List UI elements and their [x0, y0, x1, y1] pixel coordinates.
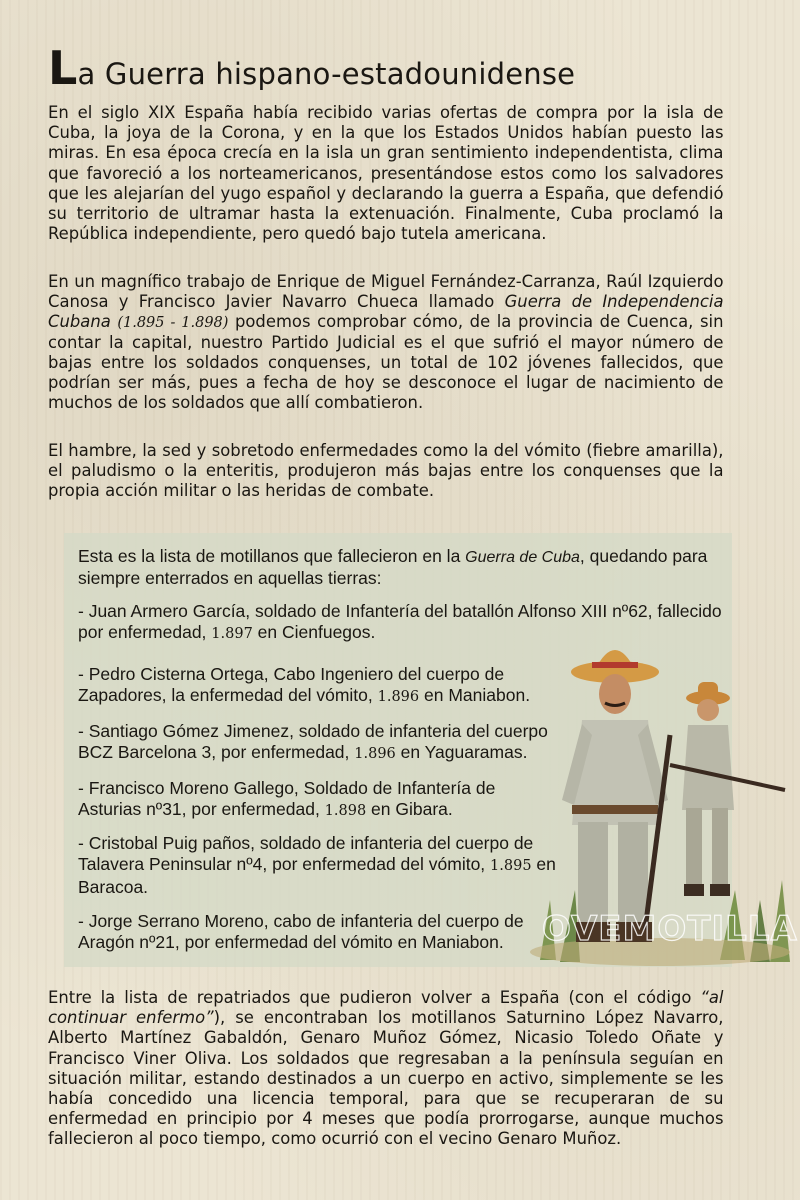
entry-text: - Francisco Moreno Gallego, Soldado de Infantería de Asturias nº31, por enfermedad, [78, 778, 496, 819]
soldier-foreground [562, 650, 670, 942]
paragraph-study [48, 272, 724, 413]
p2-years: (1.895 - 1.898) [117, 313, 229, 332]
list-item [78, 833, 558, 898]
intro-war-name: Guerra de Cuba [465, 549, 580, 566]
soldier-background [670, 682, 785, 896]
page-title [48, 41, 576, 95]
drop-cap: L [48, 41, 78, 95]
watermark: OVEMOTILLA [542, 909, 798, 949]
entry-year: 1.898 [324, 803, 367, 819]
list-item [78, 664, 558, 708]
entry-text: - Pedro Cisterna Ortega, Cabo Ingeniero del cuerpo de Zapadores, la enfermedad del vómito, [78, 664, 505, 705]
p4-before: Entre la lista de repatriados que pudieron volver a España (con el código [48, 988, 701, 1008]
list-item [78, 911, 558, 953]
entry-place: en Baracoa. [78, 854, 556, 897]
p4-after: ), se encontraban los motillanos Saturnino López Navarro, Alberto Martínez Gabaldón, Genaro Muñoz Gómez, Nicasio Toledo Oñate y Francisco Viner Oliva. Los soldados que regresaban a la península seguían en situación militar, estando destinados a un cuerpo en activo, simplemente se les había concedido una licencia temporal, para que se recuperaran de su enfermedad en principio por 4 meses que podía prorrogarse, aunque muchos fallecieron al poco tiempo, como ocurrió con el vecino Genaro Muñoz. [48, 1008, 724, 1150]
p2-work-title: Guerra de Independencia Cubana [48, 292, 724, 333]
p2-before: En un magnífico trabajo de Enrique de Miguel Fernández-Carranza, Raúl Izquierdo Canosa y Francisco Javier Navarro Chueca llamado [48, 272, 724, 313]
entry-text: - Jorge Serrano Moreno, cabo de infanteria del cuerpo de Aragón nº21, por enfermedad del vómito en Maniabon. [78, 911, 524, 952]
entry-year: 1.896 [354, 746, 396, 762]
title-rest: a Guerra hispano-estadounidense [77, 57, 576, 91]
entry-text: - Santiago Gómez Jimenez, soldado de infanteria del cuerpo BCZ Barcelona 3, por enfermedad, [78, 721, 548, 762]
soldiers-illustration [520, 600, 800, 980]
entry-text: - Juan Armero García, soldado de Infantería del batallón Alfonso XIII nº62, fallecido por enfermedad, [78, 601, 722, 642]
intro-after: , quedando para siempre enterrados en aquellas tierras: [78, 546, 708, 588]
entry-year: 1.897 [211, 626, 253, 642]
p2-after: podemos comprobar cómo, de la provincia de Cuenca, sin contar la capital, nuestro Partido Judicial es el que sufrió el mayor número de bajas entre los soldados conquenses, un total de 102 jóvenes fallecidos, que podrían ser más, pues a fecha de hoy se desconoce el lugar de nacimiento de muchos de los soldados que allí combatieron. [48, 312, 724, 414]
p4-code: “al continuar enfermo” [48, 988, 724, 1029]
intro-before: Esta es la lista de motillanos que fallecieron en la [78, 546, 466, 566]
casualty-list-intro [78, 546, 738, 589]
paragraph-disease: El hambre, la sed y sobretodo enfermedades como la del vómito (fiebre amarilla), el paludismo o la enteritis, produjeron más bajas entre los conquenses que la propia acción militar o las heridas de combate. [48, 441, 724, 502]
list-item [78, 721, 568, 765]
paragraph-repatriated [48, 988, 724, 1150]
list-item [78, 778, 558, 822]
entry-text: - Cristobal Puig paños, soldado de infanteria del cuerpo de Talavera Peninsular nº4, por enfermedad del vómito, [78, 833, 534, 874]
entry-place: en Gibara. [366, 799, 453, 819]
paragraph-intro: En el siglo XIX España había recibido varias ofertas de compra por la isla de Cuba, la joya de la Corona, y en la que los Estados Unidos habían puesto las miras. En esa época crecía en la isla un gran sentimiento independentista, clima que favoreció a los norteamericanos, presentándose estos como los salvadores que les alejarían del yugo español y declarando la guerra a España, que defendió su territorio de ultramar hasta la extenuación. Finalmente, Cuba proclamó la República independiente, pero quedó bajo tutela americana. [48, 103, 724, 245]
entry-year: 1.896 [377, 689, 420, 705]
entry-year: 1.895 [490, 858, 532, 874]
entry-place: en Yaguaramas. [395, 742, 528, 762]
entry-place: en Maniabon. [419, 685, 531, 705]
list-item [78, 601, 738, 645]
entry-place: en Cienfuegos. [252, 622, 376, 642]
